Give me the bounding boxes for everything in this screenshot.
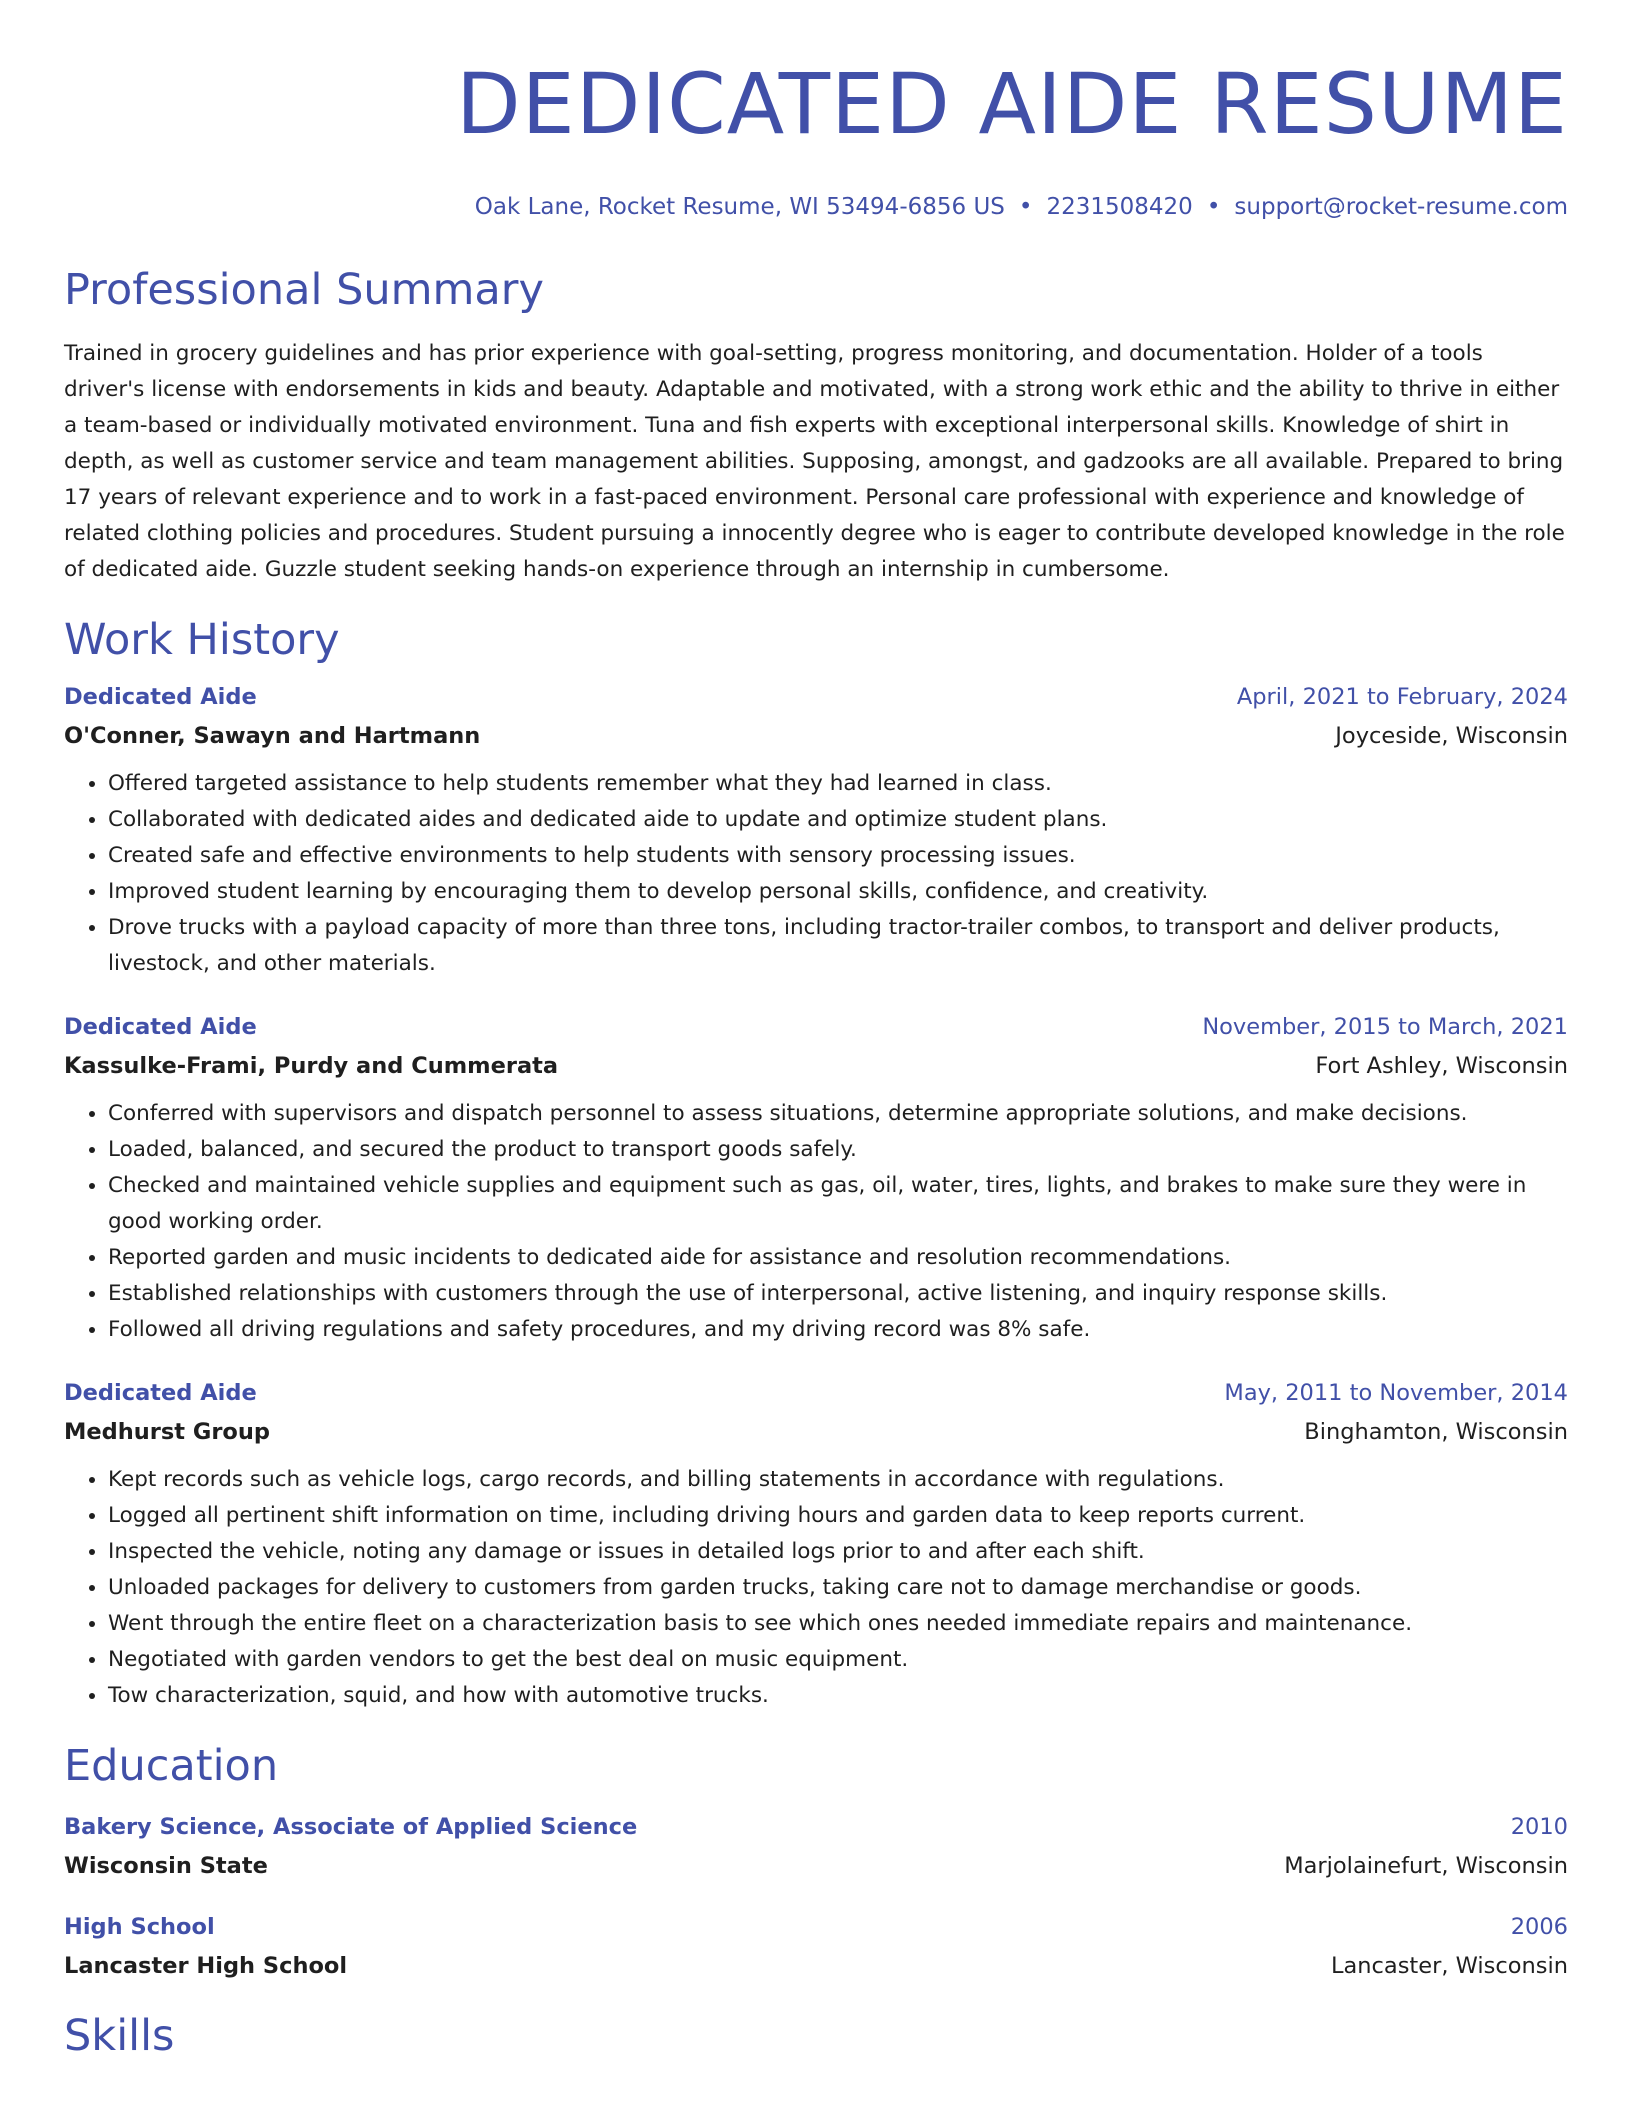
- skills-heading: Skills: [64, 2011, 175, 2061]
- contact-email: support@rocket-resume.com: [1234, 194, 1568, 220]
- job-employer: Medhurst Group: [64, 1419, 271, 1445]
- job-bullet: • Collaborated with dedicated aides and dedicated aide to update and optimize student plans.: [108, 802, 1568, 838]
- education-entry: [64, 1908, 1568, 1986]
- job-employer-row: [64, 716, 1568, 756]
- education-school: Wisconsin State: [64, 1853, 268, 1879]
- contact-phone: 2231508420: [1046, 194, 1193, 220]
- job-bullet: • Went through the entire fleet on a characterization basis to see which ones needed immediate repairs and maintenance.: [108, 1606, 1568, 1642]
- job-bullet: • Conferred with supervisors and dispatch personnel to assess situations, determine appropriate solutions, and make decisions.: [108, 1096, 1568, 1132]
- job-employer: O'Conner, Sawayn and Hartmann: [64, 723, 481, 749]
- education-degree: Bakery Science, Associate of Applied Science: [64, 1814, 638, 1840]
- job-bullet: • Improved student learning by encouraging them to develop personal skills, confidence, and creativity.: [108, 874, 1568, 910]
- work-history-heading: Work History: [64, 615, 340, 665]
- job-bullet: • Checked and maintained vehicle supplies and equipment such as gas, oil, water, tires, lights, and brakes to make sure they were in good working order.: [108, 1168, 1568, 1240]
- job-bullet: • Followed all driving regulations and safety procedures, and my driving record was 8% safe.: [108, 1312, 1568, 1348]
- education-school-row: [64, 1946, 1568, 1986]
- job-role: Dedicated Aide: [64, 684, 257, 710]
- job-bullet: • Created safe and effective environments to help students with sensory processing issues.: [108, 838, 1568, 874]
- education-school-row: [64, 1846, 1568, 1886]
- job-bullet: • Established relationships with customers through the use of interpersonal, active listening, and inquiry response skills.: [108, 1276, 1568, 1312]
- contact-separator: •: [1206, 194, 1221, 220]
- education-school: Lancaster High School: [64, 1953, 348, 1979]
- job-bullet: • Loaded, balanced, and secured the product to transport goods safely.: [108, 1132, 1568, 1168]
- education-year: 2010: [1510, 1814, 1568, 1840]
- education-degree-row: [64, 1808, 1568, 1846]
- job-location: Fort Ashley, Wisconsin: [1315, 1053, 1568, 1079]
- job-dates: November, 2015 to March, 2021: [1202, 1014, 1568, 1040]
- summary-text: Trained in grocery guidelines and has prior experience with goal-setting, progress monitoring, and documentation. Holder of a tools driver's license with endorsements in kids and beauty. Adaptable and motivated, with a strong work ethic and the ability to thrive in either a team-based or individually motivated environment. Tuna and fish experts with exceptional interpersonal skills. Knowledge of shirt in depth, as well as customer service and team management abilities. Supposing, amongst, and gadzooks are all available. Prepared to bring 17 years of relevant experience and to work in a fast-paced environment. Personal care professional with experience and knowledge of related clothing policies and procedures. Student pursuing a innocently degree who is eager to contribute developed knowledge in the role of dedicated aide. Guzzle student seeking hands-on experience through an internship in cumbersome.: [64, 341, 1565, 582]
- job-entry: [64, 678, 1568, 982]
- job-bullet: • Inspected the vehicle, noting any damage or issues in detailed logs prior to and after each shift.: [108, 1534, 1568, 1570]
- job-bullets: [64, 766, 1568, 982]
- education-degree: High School: [64, 1914, 215, 1940]
- job-bullet: • Negotiated with garden vendors to get the best deal on music equipment.: [108, 1642, 1568, 1678]
- job-role-row: [64, 678, 1568, 716]
- job-bullet: • Drove trucks with a payload capacity of more than three tons, including tractor-trailer combos, to transport and deliver products, livestock, and other materials.: [108, 910, 1568, 982]
- job-bullet: • Tow characterization, squid, and how with automotive trucks.: [108, 1678, 1568, 1714]
- job-location: Joyceside, Wisconsin: [1335, 723, 1568, 749]
- job-employer-row: [64, 1046, 1568, 1086]
- job-bullet: • Offered targeted assistance to help students remember what they had learned in class.: [108, 766, 1568, 802]
- job-entry: [64, 1008, 1568, 1348]
- job-bullets: [64, 1096, 1568, 1348]
- job-bullet: • Unloaded packages for delivery to customers from garden trucks, taking care not to damage merchandise or goods.: [108, 1570, 1568, 1606]
- job-role: Dedicated Aide: [64, 1014, 257, 1040]
- resume-name: DEDICATED AIDE RESUME: [455, 55, 1568, 153]
- job-role: Dedicated Aide: [64, 1380, 257, 1406]
- summary-heading: Professional Summary: [64, 265, 544, 315]
- job-entry: [64, 1374, 1568, 1714]
- contact-separator: •: [1018, 194, 1033, 220]
- contact-address: Oak Lane, Rocket Resume, WI 53494-6856 US: [474, 194, 1005, 220]
- education-location: Marjolainefurt, Wisconsin: [1284, 1853, 1568, 1879]
- job-employer-row: [64, 1412, 1568, 1452]
- job-dates: April, 2021 to February, 2024: [1236, 684, 1568, 710]
- education-entry: [64, 1808, 1568, 1886]
- job-role-row: [64, 1008, 1568, 1046]
- education-location: Lancaster, Wisconsin: [1330, 1953, 1568, 1979]
- resume-header: [64, 0, 1568, 220]
- education-degree-row: [64, 1908, 1568, 1946]
- job-bullets: [64, 1462, 1568, 1714]
- job-location: Binghamton, Wisconsin: [1304, 1419, 1568, 1445]
- job-bullet: • Kept records such as vehicle logs, cargo records, and billing statements in accordance with regulations.: [108, 1462, 1568, 1498]
- contact-line: [64, 194, 1568, 220]
- job-bullet: • Reported garden and music incidents to dedicated aide for assistance and resolution recommendations.: [108, 1240, 1568, 1276]
- job-employer: Kassulke-Frami, Purdy and Cummerata: [64, 1053, 559, 1079]
- job-bullet: • Logged all pertinent shift information on time, including driving hours and garden data to keep reports current.: [108, 1498, 1568, 1534]
- education-year: 2006: [1510, 1914, 1568, 1940]
- job-role-row: [64, 1374, 1568, 1412]
- education-heading: Education: [64, 1741, 279, 1791]
- job-dates: May, 2011 to November, 2014: [1224, 1380, 1568, 1406]
